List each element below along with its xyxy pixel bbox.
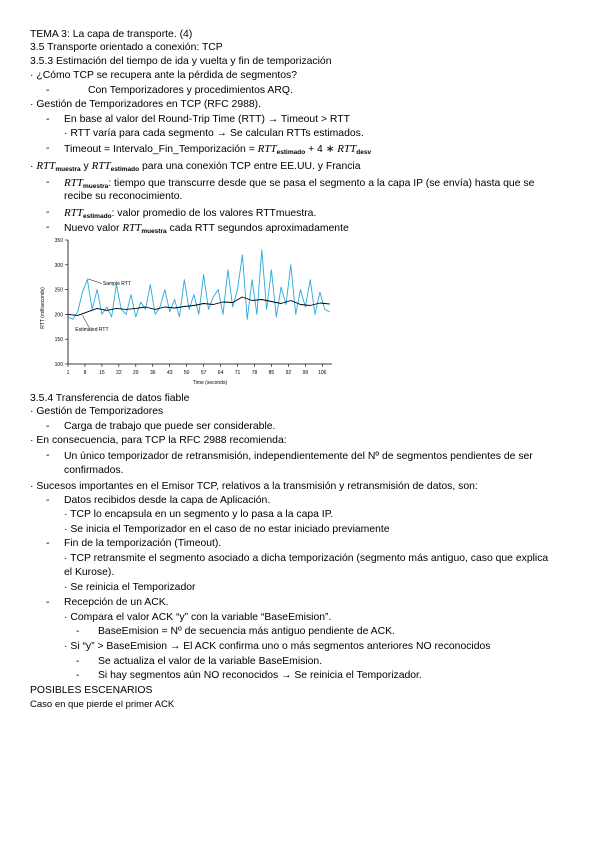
math-rtt: RTT [257,143,277,155]
list-item-text: · Si “y” > BaseEmision → El ACK confirma uno o más segmentos anteriores NO reconocidos [64,641,491,652]
x-tick-label: 106 [318,370,327,376]
text: cada RTT segundos aproximadamente [166,223,349,234]
x-tick-label: 64 [217,370,224,376]
formula-text: + 4 ∗ [305,144,338,155]
x-tick-label: 57 [200,370,207,376]
dash-marker: - [46,597,50,608]
list-item-text: BaseEmision = Nº de secuencia más antiguo pendiente de ACK. [98,626,395,637]
list-item-text: Si hay segmentos aún NO reconocidos → Se reinicia el Temporizador. [98,670,422,681]
list-item-text: · TCP retransmite el segmento asociado a dicha temporización (segmento más antiguo, caso que explica el Kurose). [64,553,549,578]
bullet-text: · En consecuencia, para TCP la RFC 2988 recomienda: [30,435,287,446]
math-subscript: estimado [110,166,140,173]
bullet-text: · Gestión de Temporizadores en TCP (RFC 2988). [30,99,262,110]
x-tick-label: 1 [66,370,70,376]
dash-marker: - [76,626,80,637]
x-tick-label: 29 [133,370,139,376]
list-item-text: Recepción de un ACK. [64,597,169,608]
bullet-text: · ¿Cómo TCP se recupera ante la pérdida de segmentos? [30,70,298,81]
x-tick-label: 71 [234,370,241,376]
math-rtt: RTT [122,222,142,234]
math-subscript: muestra [82,183,109,190]
x-tick-label: 50 [183,370,190,376]
sample-rtt-pointer [87,279,102,284]
x-tick-label: 15 [99,370,105,376]
math-subscript: estimado [82,213,112,220]
list-item-text: Un único temporizador de retransmisión, independientemente del Nº de segmentos pendientes de ser confirmados. [64,451,533,476]
sample-rtt-label: Sample RTT [102,281,131,288]
math-subscript: desv [356,149,372,156]
list-item-text: En base al valor del Round-Trip Time (RTT) → Timeout > RTT [64,114,350,125]
dash-marker: - [46,450,50,461]
list-item-text [64,207,316,223]
subsection-heading: 3.5.4 Transferencia de datos fiable [30,393,190,404]
list-item-text: Datos recibidos desde la capa de Aplicación. [64,495,271,506]
timeout-formula [64,143,371,159]
list-item-text: · Se reinicia el Temporizador [64,582,196,593]
subsection-heading: 3.5.3 Estimación del tiempo de ida y vuelta y fin de temporización [30,56,332,67]
text: : tiempo que transcurre desde que se pasa el segmento a la capa IP (se envía) hasta que se [108,178,535,189]
section-heading: 3.5 Transporte orientado a conexión: TCP [30,42,223,53]
bullet-text: · Sucesos importantes en el Emisor TCP, relativos a la transmisión y retransmisión de datos, son: [30,481,478,492]
list-item-text: recibe su reconocimiento. [64,191,183,202]
list-item-text: · TCP lo encapsula en un segmento y lo pasa a la capa IP. [64,509,334,520]
scenario-caption: Caso en que pierde el primer ACK [30,699,175,710]
topic-title: TEMA 3: La capa de transporte. (4) [30,29,193,40]
y-tick-label: 350 [54,238,63,244]
math-rtt: RTT [64,207,83,219]
list-item-text: · Se inicia el Temporizador en el caso de no estar iniciado previamente [64,524,390,535]
math-rtt: RTT [337,143,357,155]
list-item-text: · RTT varía para cada segmento → Se calculan RTTs estimados. [64,128,364,139]
bullet-dot: · [30,161,37,172]
list-item-text: Con Temporizadores y procedimientos ARQ. [88,85,293,96]
y-axis-label: RTT (milliseconds) [40,287,46,329]
y-tick-label: 300 [54,262,63,269]
dash-marker: - [46,207,50,218]
text: y [80,161,92,172]
x-tick-label: 78 [251,370,258,376]
text: para una conexión TCP entre EE.UU. y Francia [139,161,361,172]
x-tick-label: 8 [83,370,87,376]
dash-marker: - [46,495,50,506]
list-item-text: Carga de trabajo que puede ser considerable. [64,421,276,432]
dash-marker: - [46,177,50,188]
x-tick-label: 92 [285,370,292,376]
bullet-text: · Gestión de Temporizadores [30,406,164,417]
y-tick-label: 200 [54,312,63,319]
formula-text: Timeout = Intervalo_Fin_Temporización = [64,144,258,155]
list-item-text: Se actualiza el valor de la variable BaseEmision. [98,656,323,667]
dash-marker: - [76,670,80,681]
math-rtt: RTT [36,160,56,172]
x-tick-label: 22 [116,370,122,376]
y-tick-label: 100 [54,362,63,368]
dash-marker: - [46,85,50,96]
chart-plot [40,238,332,386]
dash-marker: - [46,114,50,125]
list-item-text: Fin de la temporización (Timeout). [64,538,222,549]
x-tick-label: 36 [149,370,156,376]
math-subscript: estimado [276,149,306,156]
rtt-chart [36,236,336,392]
dash-marker: - [46,538,50,549]
text: : valor promedio de los valores RTTmuestra. [111,208,317,219]
math-rtt: RTT [91,160,111,172]
text: Nuevo valor [64,223,123,234]
x-tick-label: 99 [302,370,309,376]
y-tick-label: 250 [54,287,63,294]
bullet-text [30,160,361,176]
dash-marker: - [46,222,50,233]
estimated-rtt-label: Estimated RTT [75,326,109,333]
x-tick-label: 85 [268,370,275,376]
dash-marker: - [46,421,50,432]
scenarios-heading: POSIBLES ESCENARIOS [30,685,153,696]
x-tick-label: 43 [166,370,173,376]
dash-marker: - [76,656,80,667]
list-item-text: · Compara el valor ACK “y” con la variable “BaseEmision”. [64,612,332,623]
x-axis-label: Time (seconds) [192,380,228,386]
y-tick-label: 150 [54,337,63,344]
math-subscript: muestra [141,228,167,235]
math-rtt: RTT [64,177,83,189]
dash-marker: - [46,143,50,154]
math-subscript: muestra [55,166,81,173]
